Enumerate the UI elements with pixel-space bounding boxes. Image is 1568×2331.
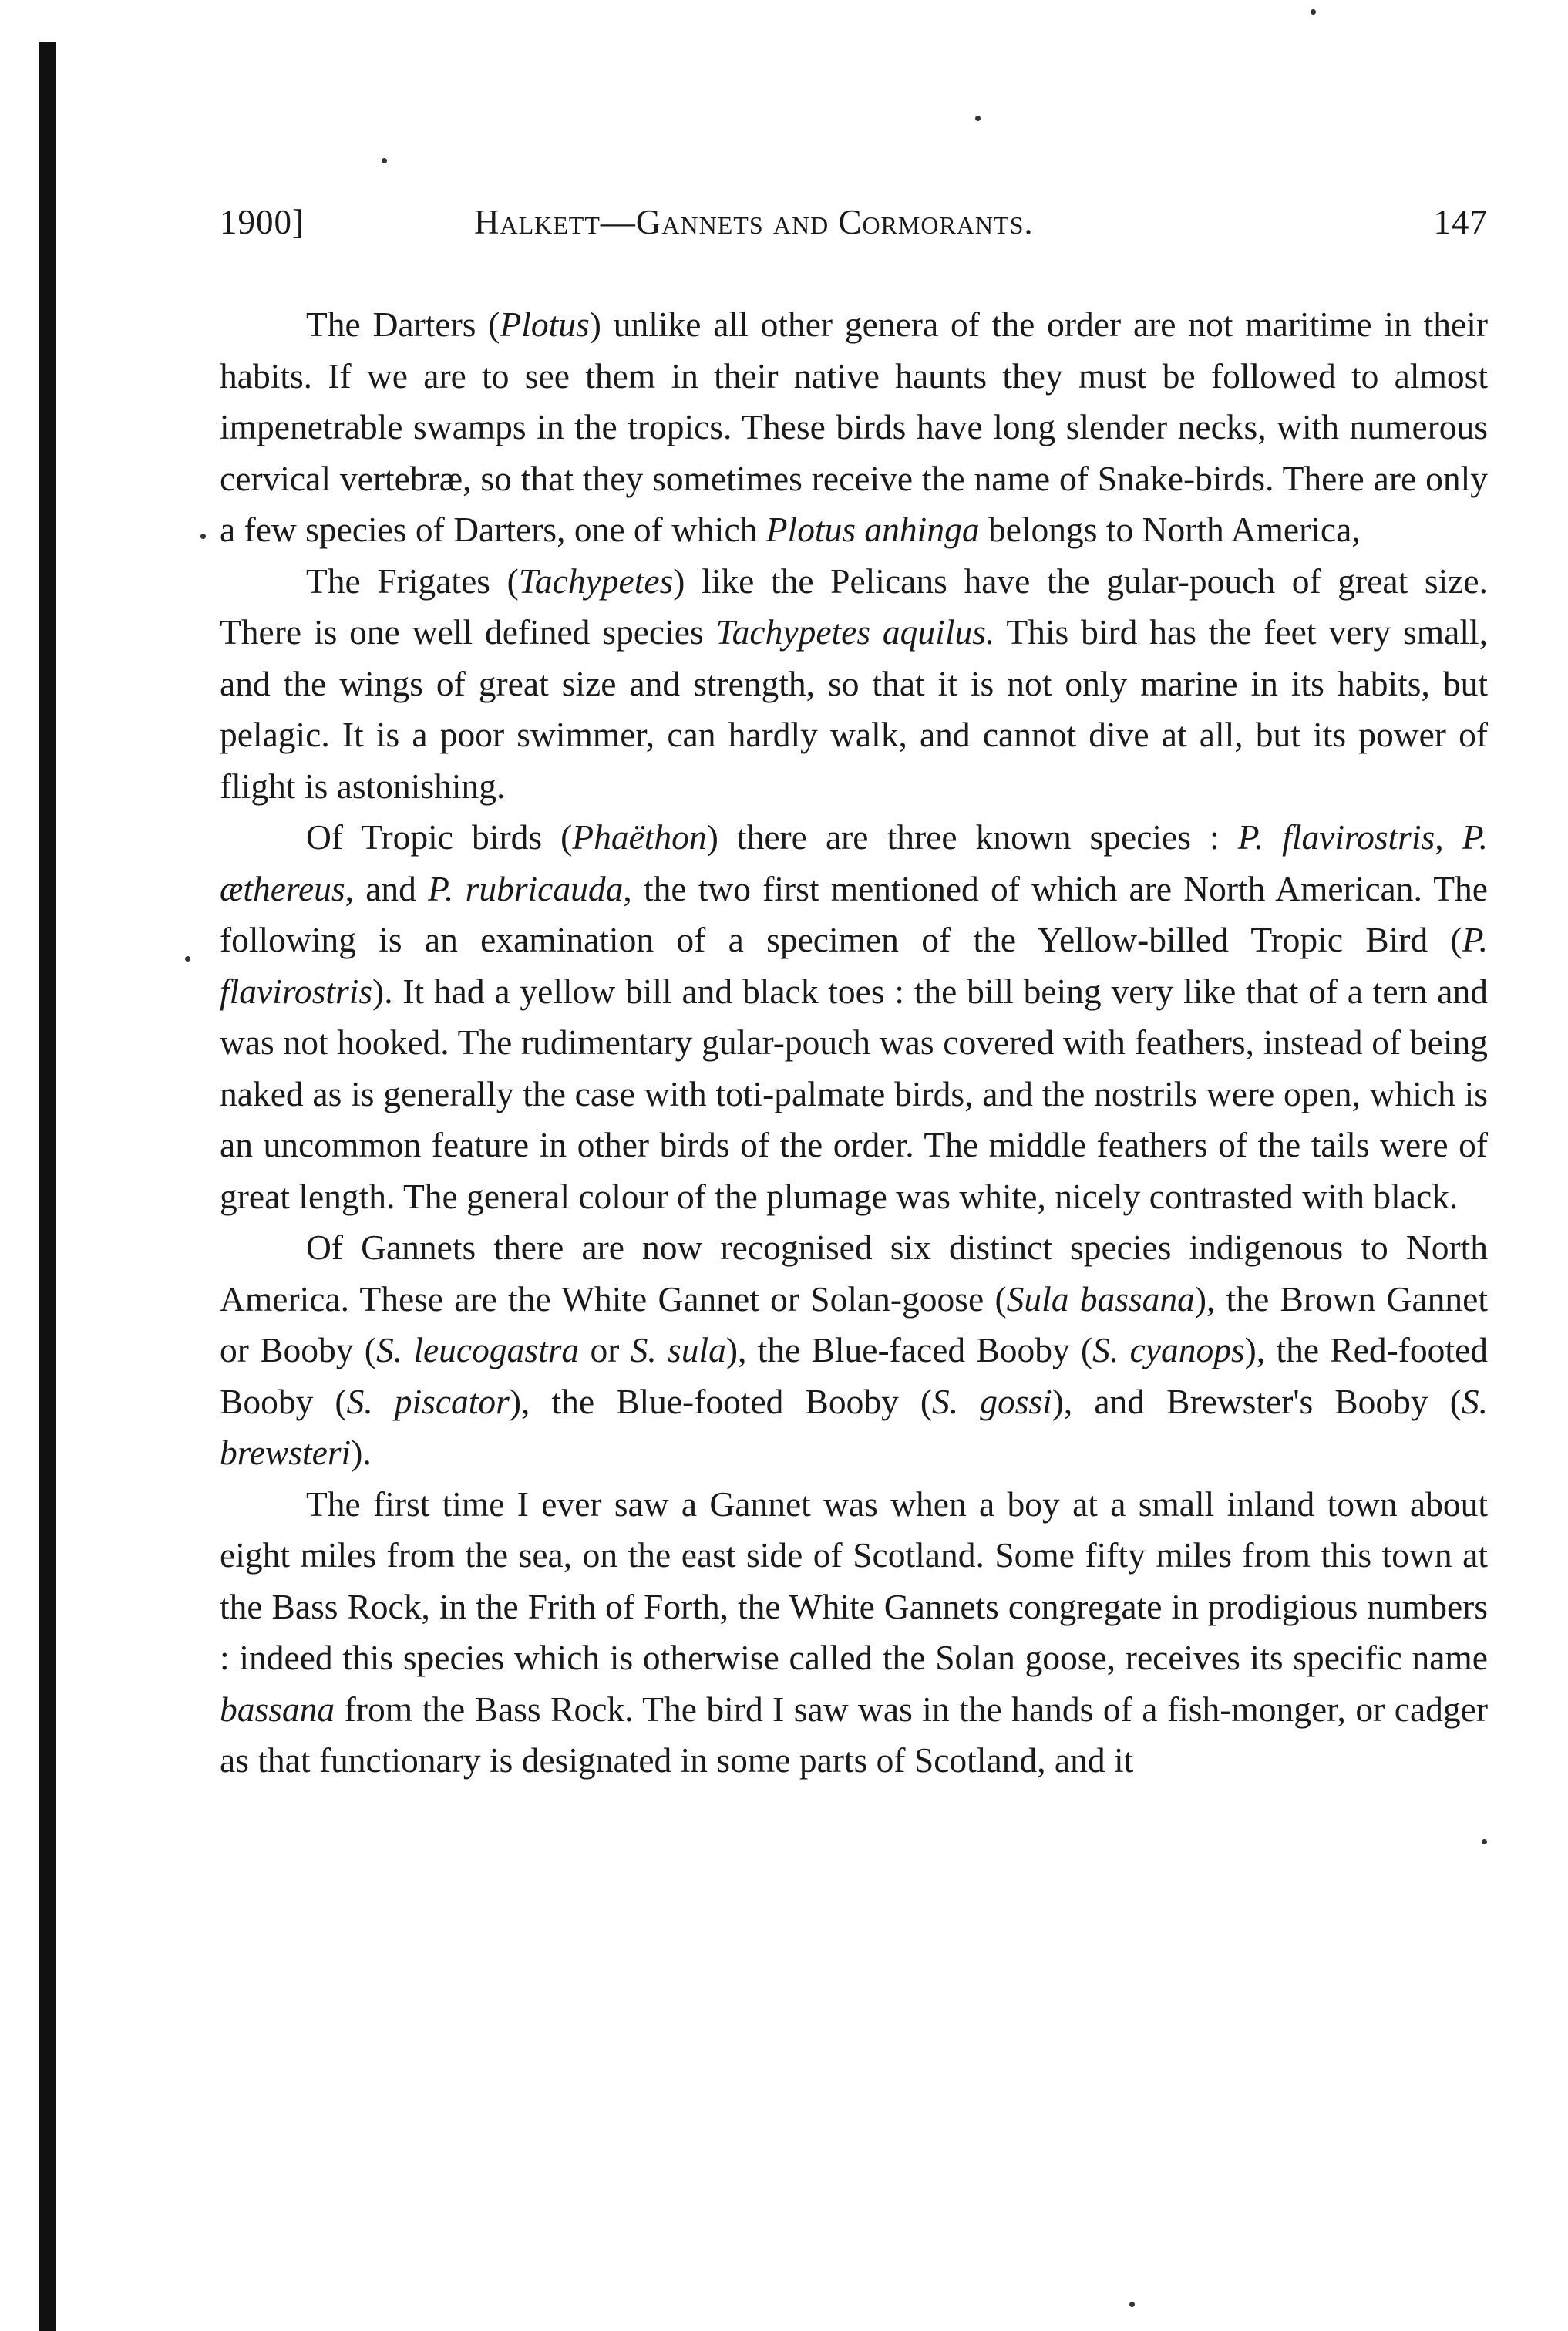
print-speck: [185, 956, 190, 962]
italic-run: Plotus anhinga: [765, 510, 980, 549]
italic-run: S. gossi: [932, 1381, 1052, 1421]
italic-run: Phaëthon: [572, 817, 707, 857]
paragraph: [220, 1479, 1488, 1787]
paragraph: [220, 556, 1488, 813]
text-run: ) unlike all other genera of the order are not maritime in their habits. If we are to see them in their native haunts they must be followed to almost impenetrable swamps in the tropics. These birds have long slender necks, with numerous cervical vertebræ, so that they sometimes receive the name of Snake-birds. There are only a few species of Darters, one of which: [220, 305, 1488, 549]
paragraph: [220, 1222, 1488, 1479]
text-run: ) there are three known species :: [706, 817, 1238, 857]
text-run: ), the Brown Gannet or Booby (: [220, 1278, 1488, 1369]
print-speck: [1311, 9, 1316, 15]
italic-run: S. sula: [630, 1330, 726, 1369]
print-speck: [382, 158, 387, 163]
text-run: , the two first mentioned of which are North American. The following is an examination of a specimen of the Yellow-billed Tropic Bird (: [220, 868, 1488, 959]
italic-run: bassana: [220, 1689, 335, 1729]
text-run: from the Bass Rock. The bird I saw was in the hands of a fish-monger, or cadger as that functionary is designated in some parts of Scotland, and it: [220, 1689, 1488, 1780]
italic-run: P. flavirostris: [1237, 817, 1435, 857]
text-run: ), the Red-footed Booby (: [220, 1330, 1489, 1421]
italic-run: S. cyanops: [1092, 1330, 1245, 1369]
italic-run: Sula bassana: [1006, 1278, 1195, 1319]
text-run: The Frigates (: [306, 561, 519, 601]
text-run: ). It had a yellow bill and black toes : the bill being very like that of a tern and was not hooked. The rudimentary gular-pouch was covered with feathers, instead of being naked as is generally the case with toti-palmate birds, and the nostrils were open, which is an uncommon feature in other birds of the order. The middle feathers of the tails were of great length. The general colour of the plumage was white, nicely contrasted with black.: [220, 971, 1488, 1216]
page-number: 147: [1433, 203, 1488, 241]
italic-run: S. brewsteri: [220, 1381, 1488, 1472]
text-run: Of Tropic birds (: [306, 817, 573, 857]
text-run: ) like the Pelicans have the gular-pouch of great size. There is one well defined species: [220, 561, 1488, 652]
print-speck: [1129, 2302, 1135, 2307]
print-speck: [200, 534, 206, 539]
text-run: or: [579, 1330, 631, 1369]
header-title: Halkett—Gannets and Cormorants.: [474, 203, 1034, 241]
paragraph: [220, 299, 1488, 556]
text-run: This bird has the feet very small, and the wings of great size and strength, so that it is not only marine in its habits, but pelagic. It is a poor swimmer, can hardly walk, and cannot dive at all, but its power of flight is astonishing.: [220, 612, 1488, 806]
italic-run: Plotus: [500, 305, 590, 344]
text-run: , and: [345, 868, 429, 908]
italic-run: Tachypetes aquilus.: [715, 612, 995, 652]
text-run: The Darters (: [306, 305, 500, 344]
italic-run: P. rubricauda: [428, 868, 624, 908]
text-run: The first time I ever saw a Gannet was when a boy at a small inland town about eight miles from the sea, on the east side of Scotland. Some fifty miles from this town at the Bass Rock, in the Frith of Forth, the White Gannets congregate in prodigious numbers : indeed this species which is otherwise called the Solan goose, receives its specific name: [220, 1484, 1488, 1677]
header-year: 1900]: [220, 203, 305, 241]
text-run: Of Gannets there are now recognised six distinct species indigenous to North America. These are the White Gannet or Solan-goose (: [220, 1228, 1488, 1319]
book-spine-shadow: [39, 42, 56, 2331]
text-run: ), the Blue-faced Booby (: [725, 1330, 1093, 1369]
text-run: ).: [351, 1433, 372, 1472]
italic-run: S. piscator: [346, 1381, 510, 1421]
italic-run: P. æthereus: [220, 817, 1488, 908]
text-run: belongs to North America,: [979, 510, 1361, 549]
italic-run: Tachypetes: [518, 561, 674, 601]
text-run: ), and Brewster's Booby (: [1052, 1381, 1462, 1421]
running-head: [220, 202, 1488, 256]
italic-run: P. flavirostris: [220, 920, 1488, 1011]
print-speck: [975, 116, 981, 121]
print-speck: [1482, 1839, 1487, 1844]
text-run: ,: [1435, 817, 1462, 857]
text-run: ), the Blue-footed Booby (: [509, 1381, 933, 1421]
italic-run: S. leucogastra: [375, 1330, 580, 1369]
paragraph: [220, 812, 1488, 1222]
body-text: [220, 299, 1488, 1787]
